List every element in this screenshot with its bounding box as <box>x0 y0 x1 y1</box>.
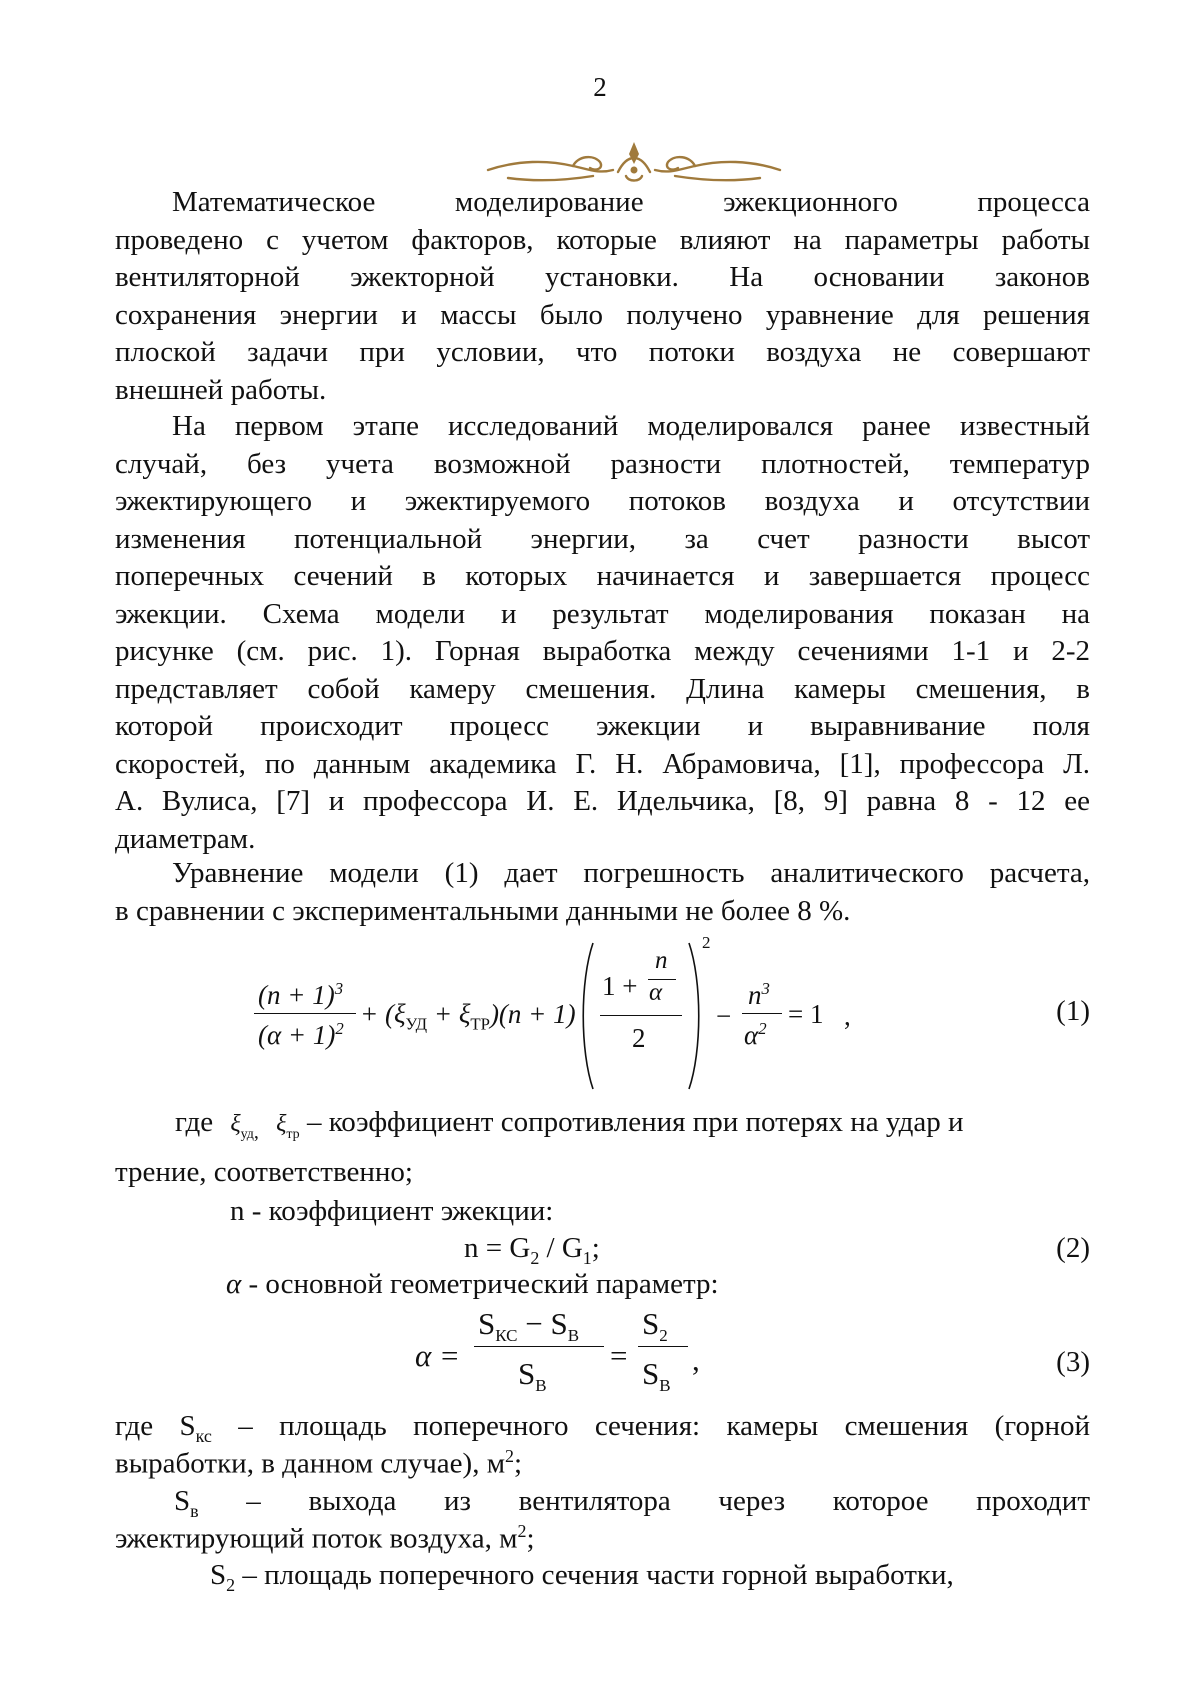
text-line: На первом этапе исследований моделировался ранее известный <box>172 410 1090 442</box>
fraction-bar <box>254 1013 356 1014</box>
eq1-inner-n: n <box>655 947 668 974</box>
text-line: скоростей, по данным академика Г. Н. Абрамовича, [1], профессора Л. <box>115 747 1090 780</box>
eq1-inner-num: 1 + <box>602 971 638 1001</box>
equation-number: (2) <box>1056 1232 1090 1264</box>
text-line: эжектирующий поток воздуха, $м^2$; <box>115 1521 535 1555</box>
text-line: рисунке (см. рис. 1). Горная выработка между сечениями 1-1 и 2-2 <box>115 635 1090 667</box>
text-line: выработки, в данном случае), $м^2$; <box>115 1446 523 1480</box>
text-line: А. Вулиса, [7] и профессора И. Е. Идельчика, [8, 9] равна 8 - 12 ее <box>115 785 1090 817</box>
eq1-inner-alpha: α <box>649 979 663 1006</box>
eq3-equals: = <box>610 1338 628 1373</box>
text-line: Математическое моделирование эжекционного процесса <box>172 186 1090 218</box>
eq1-frac1-num: $(n + 1)^3$ <box>258 979 344 1010</box>
alpha-definition: α - основной геометрический параметр: <box>226 1268 719 1300</box>
text-line: поперечных сечений в которых начинается и завершается процесс <box>115 560 1090 592</box>
text-line: представляет собой камеру смешения. Длина камеры смешения, в <box>115 672 1090 705</box>
eq1-equals: = 1 <box>788 999 824 1029</box>
text-line: которой происходит процесс эжекции и выравнивание поля <box>115 710 1090 742</box>
text-line: где $S_{кс}$ – площадь поперечного сечения: камеры смешения (горной <box>115 1410 1090 1446</box>
equation-3 <box>0 1306 1200 1416</box>
equation-2: $n = G_2 / G_1$; <box>464 1232 600 1268</box>
paragraph-2 <box>115 408 1090 858</box>
decorative-ornament-icon <box>478 138 790 190</box>
equation-1 <box>0 935 1200 1095</box>
eq3-lhs: α = <box>415 1338 460 1373</box>
eq3-den2: $S_В$ <box>642 1356 671 1396</box>
eq1-inner-den: 2 <box>632 1023 646 1053</box>
fraction-bar <box>742 1013 782 1014</box>
eq3-comma: , <box>692 1342 700 1377</box>
text-line: Уравнение модели (1) дает погрешность аналитического расчета, <box>172 857 1090 889</box>
right-paren-icon <box>686 941 704 1091</box>
text-line: $S_в$ – выхода из вентилятора через которое проходит <box>174 1485 1090 1521</box>
eq3-den: $S_В$ <box>518 1356 547 1396</box>
text-line: случай, без учета возможной разности плотностей, температур <box>115 447 1090 480</box>
text-line: изменения потенциальной энергии, за счет разности высот <box>115 522 1090 555</box>
text-line: плоской задачи при условии, что потоки воздуха не совершают <box>115 336 1090 368</box>
text-line: диаметрам. <box>115 822 256 855</box>
eq1-frac1-den: $(\alpha + 1)^2$ <box>258 1019 344 1050</box>
fraction-bar <box>600 1015 682 1016</box>
paragraph-3 <box>115 855 1090 930</box>
text-line: внешней работы. <box>115 373 327 406</box>
paragraph-1 <box>115 184 1090 409</box>
page-number: 2 <box>593 72 607 102</box>
text-line: эжекции. Схема модели и результат моделирования показан на <box>115 597 1090 630</box>
text-line: сохранения энергии и массы было получено уравнение для решения <box>115 298 1090 331</box>
where-xi-line: где $\xi_{уд,}$ $\xi_{тр}$ – коэффициент сопротивления при потерях на удар и <box>175 1106 964 1143</box>
s2-definition: $S_2$ – площадь поперечного сечения части горной выработки, <box>210 1559 954 1595</box>
text-line: эжектирующего и эжектируемого потоков воздуха и отсутствии <box>115 485 1090 517</box>
eq3-num: $S_{КС} - S_В$ <box>478 1306 580 1346</box>
text-line: проведено с учетом факторов, которые влияют на параметры работы <box>115 223 1090 256</box>
equation-number: (3) <box>1056 1346 1090 1378</box>
text-line: вентиляторной эжекторной установки. На основании законов <box>115 261 1090 293</box>
text-line: трение, соответственно; <box>115 1156 413 1188</box>
eq1-frac2-den: $\alpha^2$ <box>744 1019 767 1050</box>
eq1-comma: , <box>844 1001 851 1031</box>
eq1-middle: + $(\xi_{УД} + \xi_{ТР})(n + 1)$ <box>360 999 576 1034</box>
fraction-bar <box>638 1346 688 1347</box>
fraction-bar <box>474 1346 604 1347</box>
eq1-frac2-num: $n^3$ <box>748 979 770 1010</box>
eq1-outer-exp: 2 <box>702 933 711 952</box>
eq3-num2: $S_2$ <box>642 1306 668 1346</box>
eq1-minus: − <box>716 1001 732 1031</box>
left-paren-icon <box>578 941 596 1091</box>
equation-number: (1) <box>1056 995 1090 1027</box>
n-definition: n - коэффициент эжекции: <box>230 1195 554 1227</box>
text-line: в сравнении с экспериментальными данными не более 8 %. <box>115 894 851 927</box>
